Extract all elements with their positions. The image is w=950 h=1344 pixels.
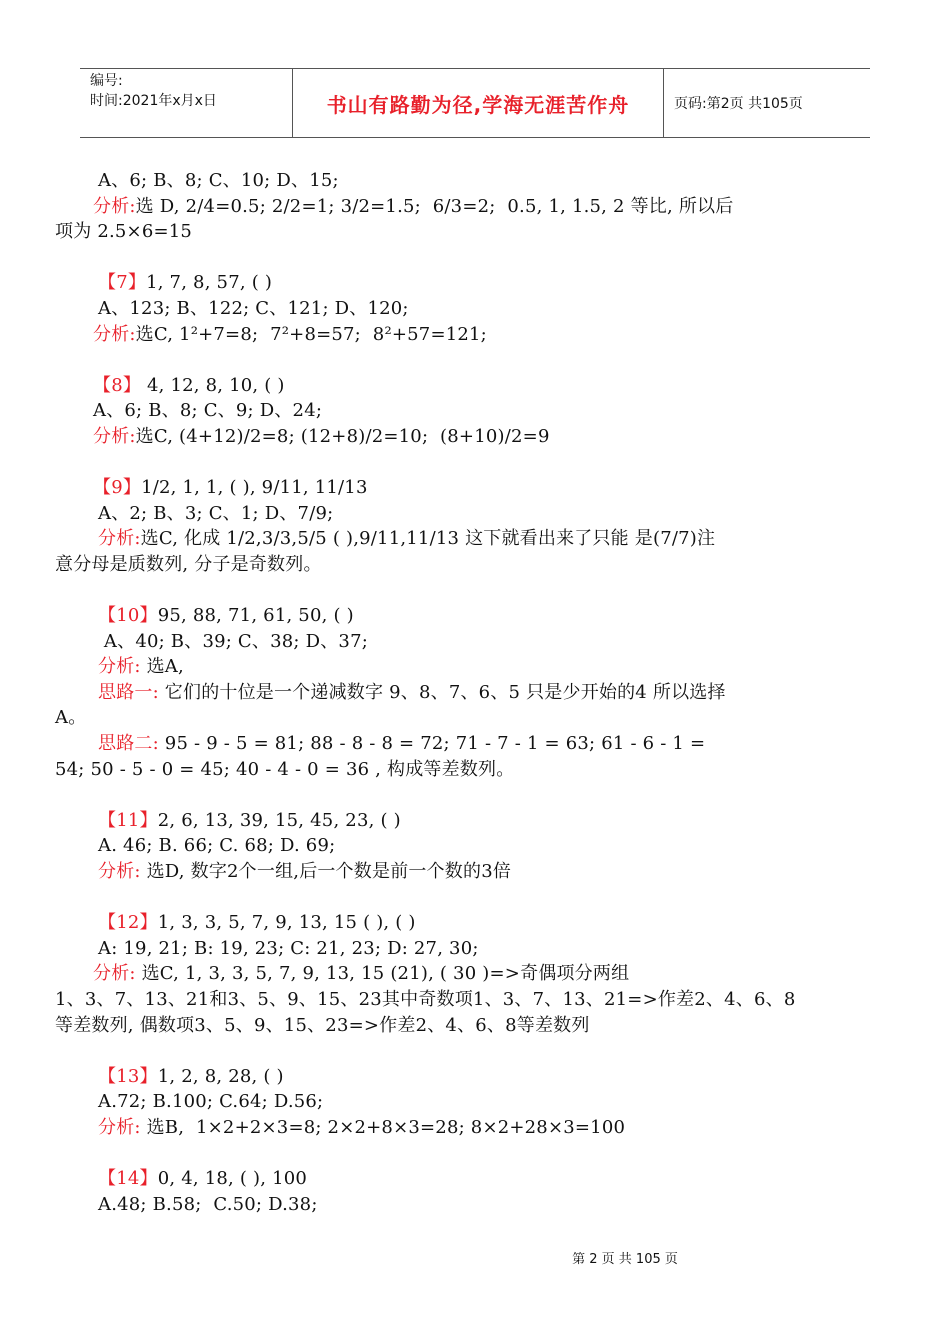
blank-line [55,885,897,911]
blank-line [55,347,897,373]
text-line [55,629,897,655]
line-text: 选 D, 2/4=0.5; 2/2=1; 3/2=1.5; 6/3=2; 0.5, 1, 1.5, 2 等比, 所以后 [135,195,734,217]
question-line [55,910,897,936]
question-line [55,603,897,629]
line-text: A、40; B、39; C、38; D、37; [98,630,368,652]
analysis-line [55,526,897,552]
header-number-label: 编号: [90,73,123,89]
line-text: 等差数列, 偶数项3、5、9、15、23=>作差2、4、6、8等差数列 [55,1014,590,1036]
document-body [55,168,897,1217]
question-number: 【8】 [93,374,142,396]
header-motto [293,69,664,137]
line-text: 选C, (4+12)/2=8; (12+8)/2=10; (8+10)/2=9 [135,425,550,447]
text-line [55,219,897,245]
line-text: 项为 2.5×6=15 [55,221,193,243]
line-text: 选B, 1×2+2×3=8; 2×2+8×3=28; 8×2+28×3=100 [140,1116,626,1138]
header-page-info-text: 页码:第2页 共105页 [674,96,803,112]
line-text: A、6; B、8; C、9; D、24; [93,400,323,422]
line-text: A。 [55,707,87,729]
line-text: 选C, 1²+7=8; 7²+8=57; 8²+57=121; [135,323,487,345]
line-text: 1、3、7、13、21和3、5、9、15、23其中奇数项1、3、7、13、21=>作差2、4、6、8 [55,989,796,1010]
line-text: 95 - 9 - 5 = 81; 88 - 8 - 8 = 72; 71 - 7 - 1 = 63; 61 - 6 - 1 = [158,733,706,755]
text-line [55,552,897,578]
text-line [55,833,897,859]
text-line [55,987,897,1013]
analysis-line [55,322,897,348]
text-line [55,705,897,731]
question-line [55,373,897,399]
analysis-line [55,654,897,680]
line-text: 它们的十位是一个递减数字 9、8、7、6、5 只是少开始的4 所以选择 [158,681,726,703]
blank-line [55,782,897,808]
line-text: 4, 12, 8, 10, ( ) [141,374,285,396]
line-text: 意分母是质数列, 分子是奇数列。 [55,553,322,575]
analysis-label: 分析: [93,425,136,447]
question-number: 【12】 [98,912,158,934]
line-text: 1/2, 1, 1, ( ), 9/11, 11/13 [141,477,368,499]
text-line [55,757,897,783]
page-header [80,68,870,138]
analysis-label: 分析: [98,1116,141,1138]
line-text: 选A, [140,656,184,678]
line-text: A. 46; B. 66; C. 68; D. 69; [98,835,336,857]
line-text: 95, 88, 71, 61, 50, ( ) [157,605,354,627]
analysis-line [55,680,897,706]
analysis-label: 思路一: [98,681,159,703]
line-text: 1, 2, 8, 28, ( ) [157,1065,284,1087]
line-text: A、2; B、3; C、1; D、7/9; [98,502,334,524]
analysis-label: 分析: [98,528,141,550]
line-text: A、6; B、8; C、10; D、15; [98,170,339,191]
analysis-label: 分析: [98,656,141,678]
line-text: 选C, 1, 3, 3, 5, 7, 9, 13, 15 (21), ( 30 )=>奇偶项分两组 [135,963,630,985]
line-text: A.48; B.58; C.50; D.38; [98,1193,318,1215]
question-number: 【9】 [93,477,142,499]
header-time-label: 时间:2021年x月x日 [90,93,217,109]
blank-line [55,1038,897,1064]
question-number: 【7】 [98,272,147,294]
analysis-line [55,859,897,885]
text-line [55,168,897,194]
text-line [55,1192,897,1218]
text-line [55,398,897,424]
blank-line [55,450,897,476]
line-text: 0, 4, 18, ( ), 100 [157,1168,308,1190]
analysis-label: 分析: [98,861,141,883]
header-page-info [664,69,803,137]
header-meta [80,69,293,137]
blank-line [55,1141,897,1167]
text-line [55,1013,897,1039]
text-line [55,296,897,322]
question-line [55,475,897,501]
blank-line [55,578,897,604]
text-line [55,936,897,962]
analysis-label: 分析: [93,963,136,985]
header-motto-text: 书山有路勤为径,学海无涯苦作舟 [326,92,630,117]
line-text: 选D, 数字2个一组,后一个数是前一个数的3倍 [140,861,512,883]
line-text: 选C, 化成 1/2,3/3,5/5 ( ),9/11,11/13 这下就看出来了只能 是(7/7)注 [140,528,716,550]
line-text: A: 19, 21; B: 19, 23; C: 21, 23; D: 27, 30; [98,937,479,959]
question-number: 【13】 [98,1065,158,1087]
analysis-line [55,961,897,987]
text-line [55,501,897,527]
analysis-line [55,194,897,220]
question-line [55,808,897,834]
blank-line [55,245,897,271]
analysis-line [55,424,897,450]
question-line [55,270,897,296]
line-text: 54; 50 - 5 - 0 = 45; 40 - 4 - 0 = 36 , 构成等差数列。 [55,758,515,780]
question-number: 【10】 [98,605,158,627]
question-number: 【14】 [98,1168,158,1190]
question-line [55,1064,897,1090]
analysis-line [55,731,897,757]
analysis-label: 分析: [93,323,136,345]
analysis-label: 分析: [93,195,136,217]
line-text: 2, 6, 13, 39, 15, 45, 23, ( ) [157,809,401,831]
text-line [55,1089,897,1115]
analysis-label: 思路二: [98,733,159,755]
analysis-line [55,1115,897,1141]
question-line [55,1166,897,1192]
line-text: 1, 7, 8, 57, ( ) [146,272,273,294]
question-number: 【11】 [98,809,158,831]
page-footer: 第 2 页 共 105 页 [572,1252,678,1267]
line-text: A.72; B.100; C.64; D.56; [98,1091,324,1113]
line-text: A、123; B、122; C、121; D、120; [98,297,409,319]
line-text: 1, 3, 3, 5, 7, 9, 13, 15 ( ), ( ) [157,912,416,934]
